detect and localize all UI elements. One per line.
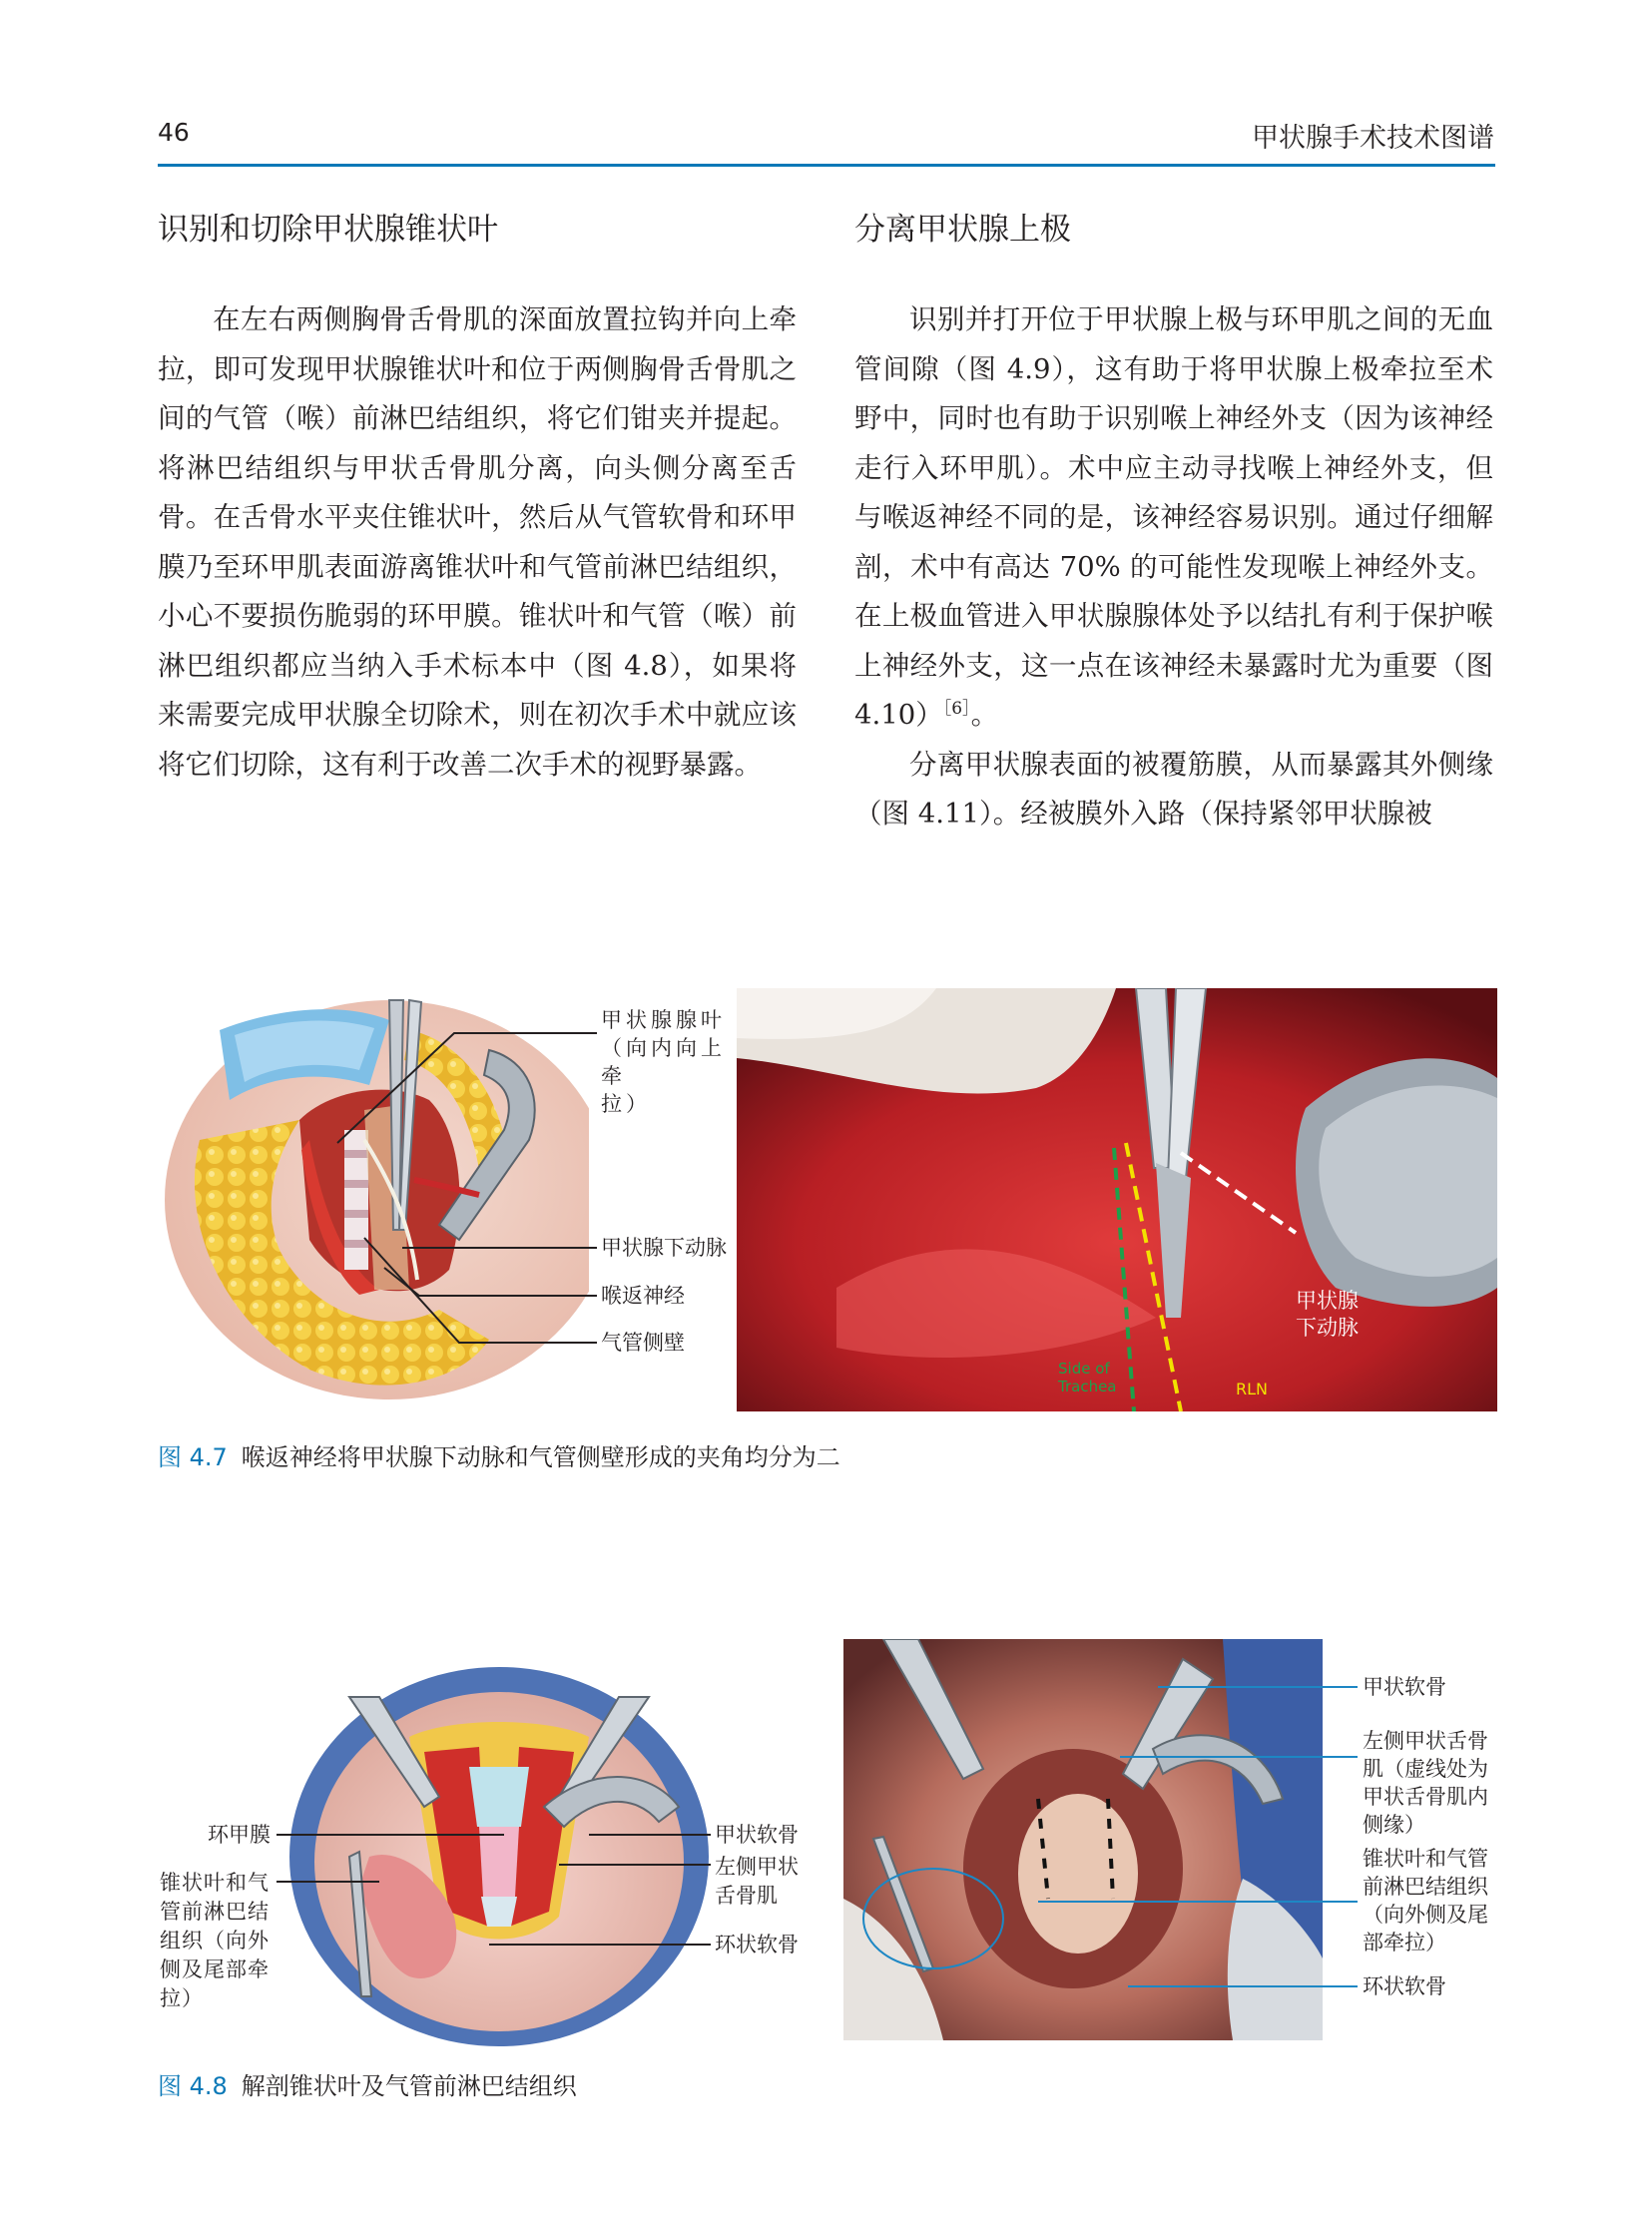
label-line: 侧缘） [1363,1813,1425,1837]
label-line: 舌骨肌 [715,1884,778,1908]
label-line: Trachea [1058,1378,1117,1396]
label-line: 锥状叶和气 [160,1871,270,1895]
photo-label-rln: RLN [1236,1380,1268,1399]
label-line: 左侧甲状舌骨 [1363,1729,1488,1753]
label-line: Side of [1058,1360,1110,1378]
label-line: 甲状腺 [1296,1289,1359,1313]
paragraph-upper-pole-1-text: 识别并打开位于甲状腺上极与环甲肌之间的无血管间隙（图 4.9），这有助于将甲状腺上极牵拉至术野中，同时也有助于识别喉上神经外支（因为该神经走行入环甲肌）。术中应主动寻找喉上神经外支，但与喉返神经不同的是，该神经容易识别。通过仔细解剖，术中有高达 70% 的可能性发现喉上神经外支。在上极血管进入甲状腺腺体处予以结扎有利于保护喉上神经外支，这一点在该神经未暴露时尤为重要（图 4.10） [854,303,1493,731]
label-line: 侧及尾部牵 [160,1958,270,1981]
label-line: 甲状腺腺叶 [601,1008,726,1032]
label-line: 部牵拉） [1363,1931,1446,1955]
section-heading-upper-pole: 分离甲状腺上极 [854,212,1071,248]
label-line: 下动脉 [1296,1316,1359,1340]
label-cricothyroid-membrane: 环甲膜 [208,1823,271,1847]
section-heading-pyramidal-lobe: 识别和切除甲状腺锥状叶 [158,212,498,248]
paragraph-upper-pole-2: 分离甲状腺表面的被覆筋膜，从而暴露其外侧缘（图 4.11）。经被膜外入路（保持紧邻甲状腺被 [854,748,1493,830]
label-line: 拉） [160,1986,204,2010]
caption-text: 解剖锥状叶及气管前淋巴结组织 [241,2072,577,2100]
label-trachea-wall: 气管侧壁 [601,1331,685,1355]
label-line: 拉） [601,1092,651,1116]
running-title: 甲状腺手术技术图谱 [1252,123,1494,154]
caption-number: 图 4.8 [158,2072,228,2100]
caption-number: 图 4.7 [158,1443,228,1471]
label-cricoid-cartilage: 环状软骨 [715,1933,799,1957]
citation-ref: ［6］ [942,698,971,719]
label-line: 肌（虚线处为 [1363,1757,1488,1781]
label-thyroid-cartilage: 甲状软骨 [715,1823,799,1847]
label-line: 组织（向外 [160,1929,270,1953]
label-line: （向外侧及尾 [1363,1903,1488,1927]
label-line: 锥状叶和气管 [1363,1847,1488,1871]
paragraph-pyramidal-lobe: 在左右两侧胸骨舌骨肌的深面放置拉钩并向上牵拉，即可发现甲状腺锥状叶和位于两侧胸骨舌骨肌之间的气管（喉）前淋巴结组织，将它们钳夹并提起。将淋巴结组织与甲状舌骨肌分离，向头侧分离至舌骨。在舌骨水平夹住锥状叶，然后从气管软骨和环甲膜乃至环甲肌表面游离锥状叶和气管前淋巴结组织，小心不要损伤脆弱的环甲膜。锥状叶和气管（喉）前淋巴组织都应当纳入手术标本中（图 4.8），如果将来需要完成甲状腺全切除术，则在初次手术中就应该将它们切除，这有利于改善二次手术的视野暴露。 [158,303,797,781]
label-recurrent-laryngeal-nerve: 喉返神经 [601,1284,685,1308]
caption-text: 喉返神经将甲状腺下动脉和气管侧壁形成的夹角均分为二 [241,1443,840,1471]
label-inferior-thyroid-artery: 甲状腺下动脉 [601,1236,727,1260]
label-line: 甲状舌骨肌内 [1363,1785,1488,1809]
label-line: 左侧甲状 [715,1855,799,1879]
photo-label-cricoid-cartilage: 环状软骨 [1363,1974,1446,1998]
figure-4-8-caption [158,2066,577,2101]
photo-label-pyramidal-lobe-tissue [1363,1845,1488,1957]
photo-label-left-thyrohyoid [1363,1727,1488,1839]
label-line: （向内向上牵 [601,1036,726,1088]
page-number: 46 [158,118,190,147]
paragraph-upper-pole-1-end: 。 [970,699,999,731]
label-line: 管前淋巴结 [160,1900,270,1924]
label-line: 前淋巴结组织 [1363,1875,1488,1899]
photo-label-thyroid-cartilage: 甲状软骨 [1363,1675,1446,1699]
